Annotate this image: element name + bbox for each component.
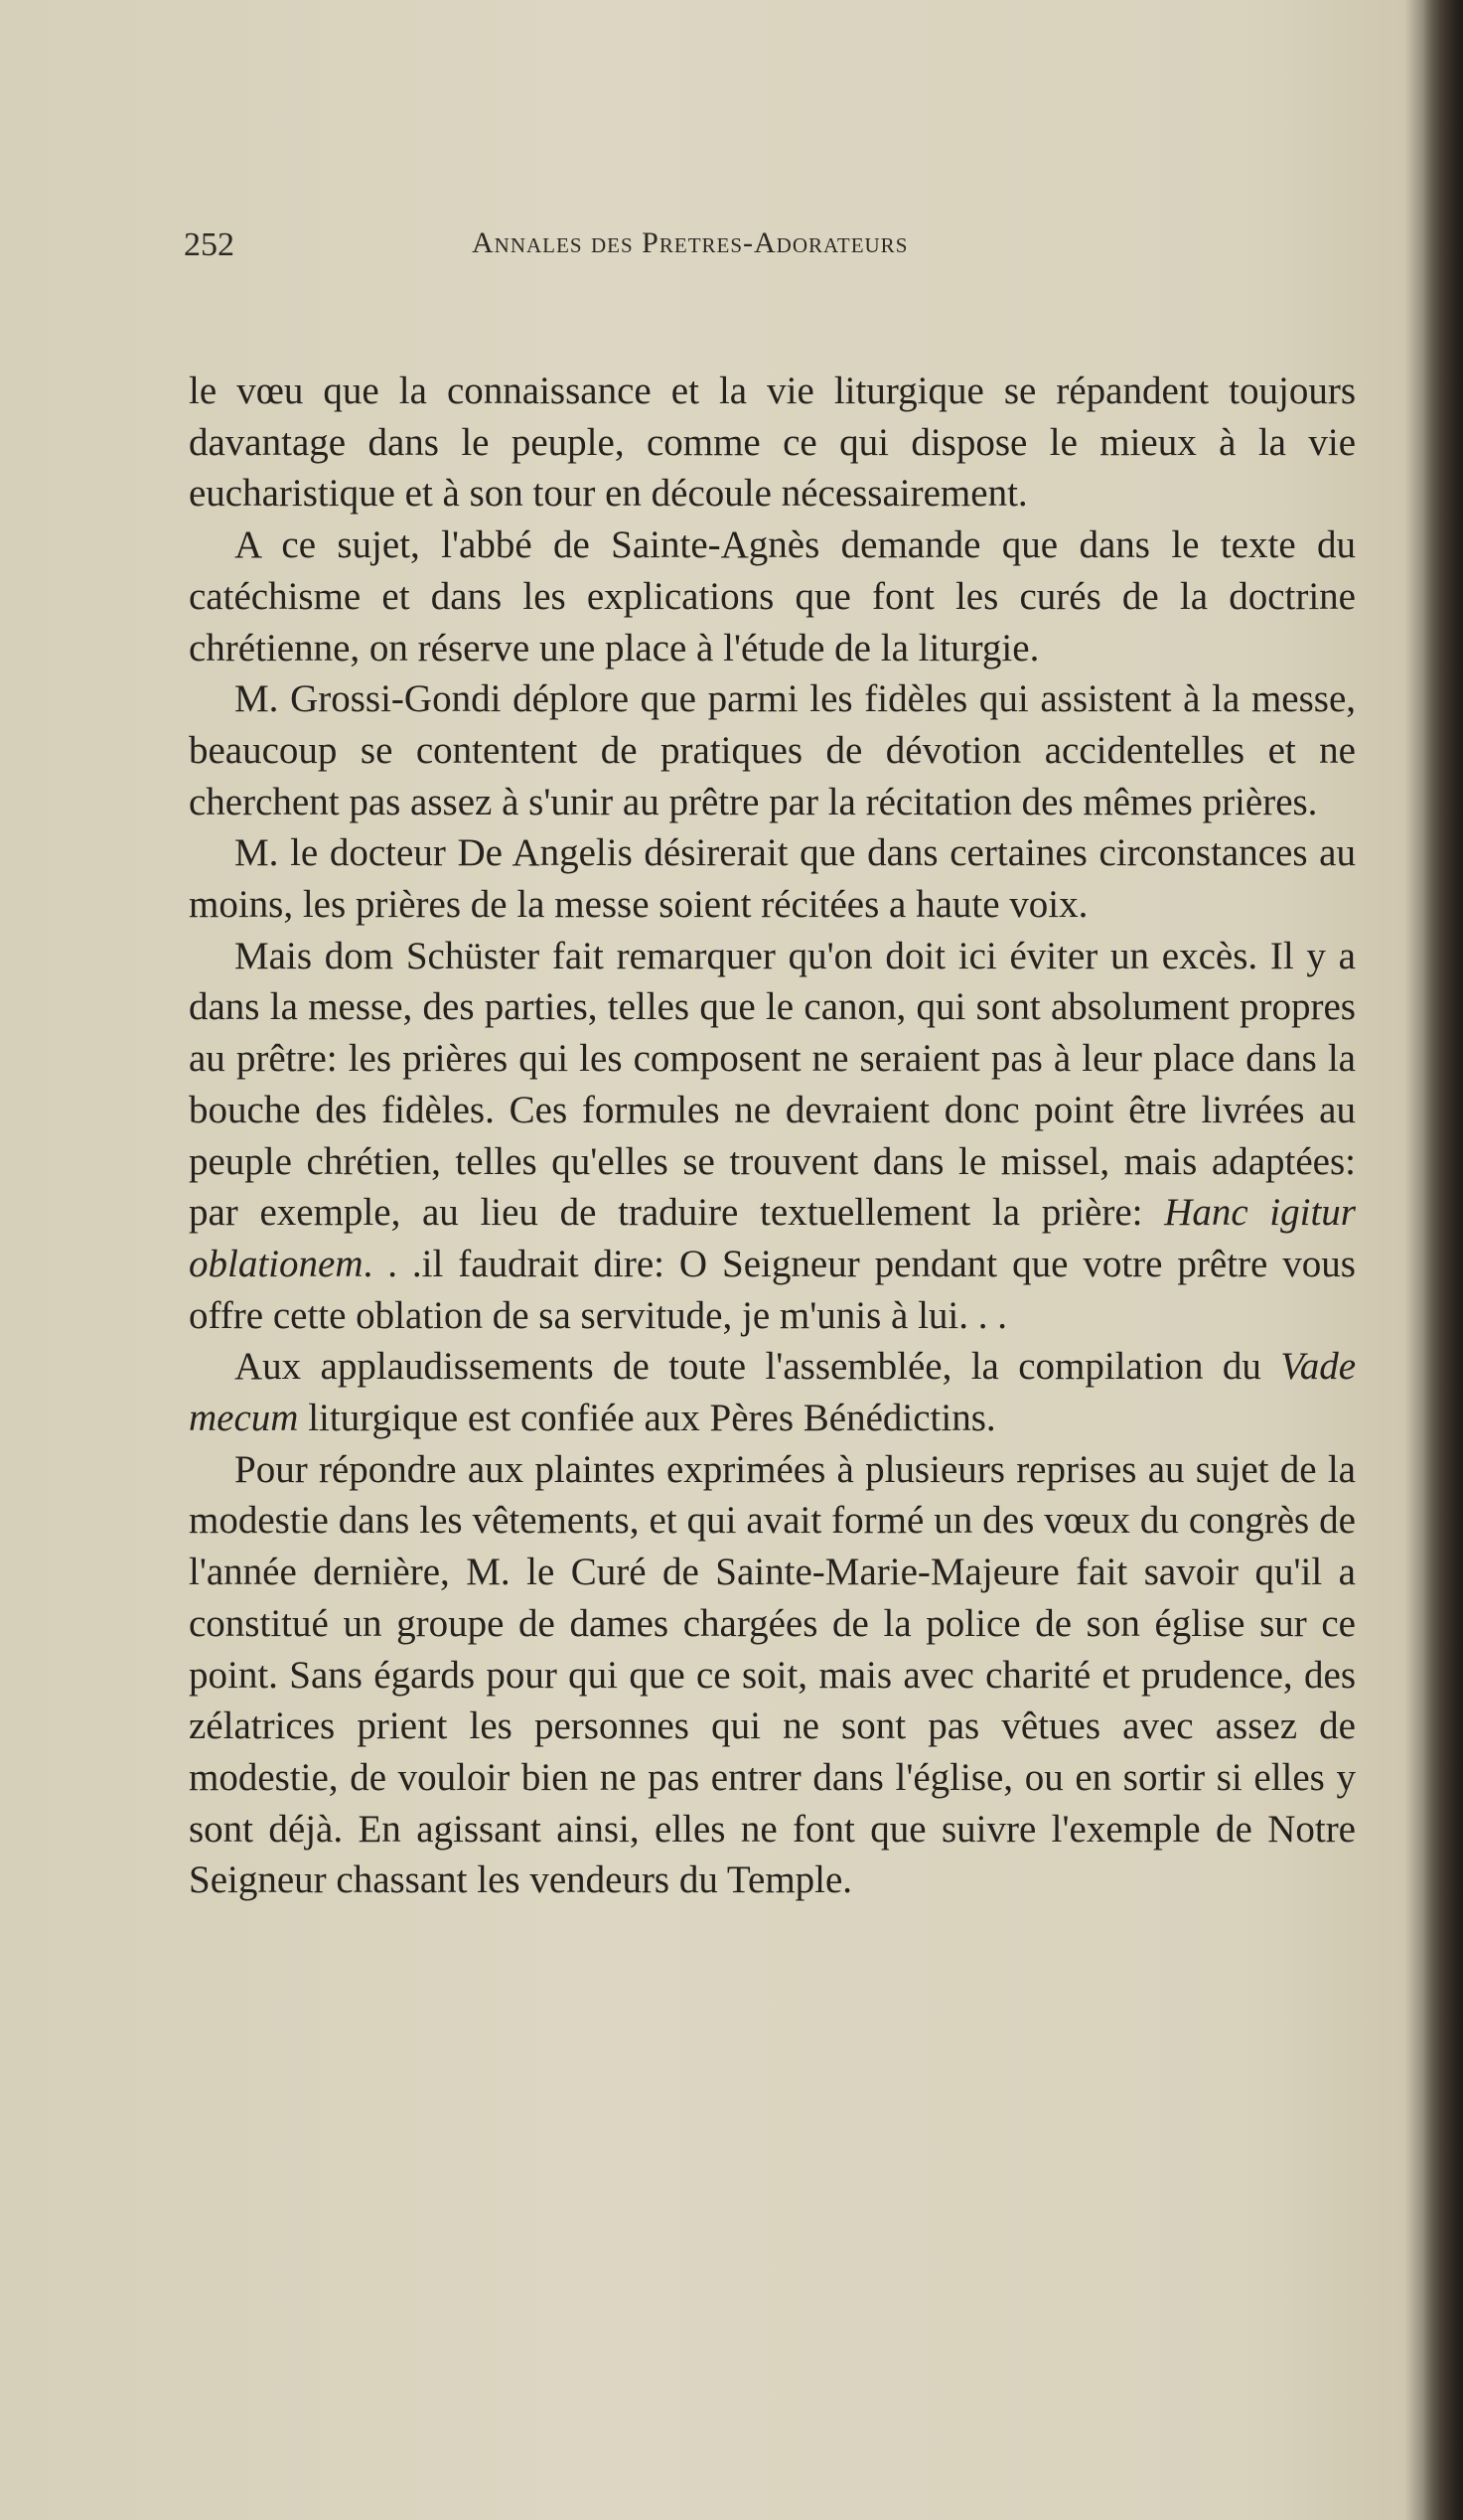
page-number: 252 — [184, 226, 234, 263]
paragraph-7: Pour répondre aux plaintes exprimées à plusieurs reprises au sujet de la modestie dans les vêtements, et qui avait formé un des vœux du congrès de l'année dernière, M. le Curé de Sainte-Marie-Majeure fait savoir qu'il a constitué un groupe de dames chargées de la police de son église sur ce point. Sans égards pour qui que ce soit, mais avec charité et prudence, des zélatrices prient les personnes qui ne sont pas vêtues avec assez de modestie, de vouloir bien ne pas entrer dans l'église, ou en sortir si elles y sont déjà. En agissant ainsi, elles ne font que suivre l'exemple de Notre Seigneur chassant les vendeurs du Temple. — [189, 1447, 1356, 1902]
paragraph-5-text-before: Mais dom Schüster fait remarquer qu'on doit ici éviter un excès. Il y a dans la messe, des parties, telles que le canon, qui sont absolument propres au prêtre: les prières qui les composent ne seraient pas à leur place dans la bouche des fidèles. Ces formules ne devraient donc point être livrées au peuple chrétien, telles qu'elles se trouvent dans le missel, mais adaptées: par exemple, au lieu de traduire textuellement la prière: — [189, 934, 1356, 1235]
paragraph-6-text-after: liturgique est confiée aux Pères Bénédictins. — [298, 1397, 996, 1440]
vade-mecum-title: Vade mecum — [189, 1345, 1356, 1440]
paragraph-2: A ce sujet, l'abbé de Sainte-Agnès demande que dans le texte du catéchisme et dans les explications que font les curés de la doctrine chrétienne, on réserve une place à l'étude de la liturgie. — [189, 523, 1356, 669]
paragraph-4: M. le docteur De Angelis désirerait que dans certaines circonstances au moins, les prières de la messe soient récitées a haute voix. — [189, 831, 1356, 927]
paragraph-5 — [189, 931, 1356, 1342]
book-spine-shadow — [1423, 0, 1463, 2520]
paragraph-3: M. Grossi-Gondi déplore que parmi les fidèles qui assistent à la messe, beaucoup se contentent de pratiques de dévotion accidentelles et ne cherchent pas assez à s'unir au prêtre par la récitation des mêmes prières. — [189, 677, 1356, 823]
body-text — [189, 366, 1356, 1906]
paragraph-6 — [189, 1341, 1356, 1443]
page-header — [184, 226, 1376, 276]
running-title: Annales des Pretres-Adorateurs — [472, 226, 909, 259]
paragraph-6-text-before: Aux applaudissements de toute l'assemblée, la compilation du — [234, 1345, 1281, 1389]
paragraph-5-text-after: . . .il faudrait dire: O Seigneur pendant que votre prêtre vous offre cette oblation de sa servitude, je m'unis à lui. . . — [189, 1242, 1356, 1337]
paragraph-1: le vœu que la connaissance et la vie liturgique se répandent toujours davantage dans le peuple, comme ce qui dispose le mieux à la vie eucharistique et à son tour en découle nécessairement. — [189, 370, 1356, 516]
latin-quote: Hanc igitur oblationem — [189, 1191, 1356, 1285]
